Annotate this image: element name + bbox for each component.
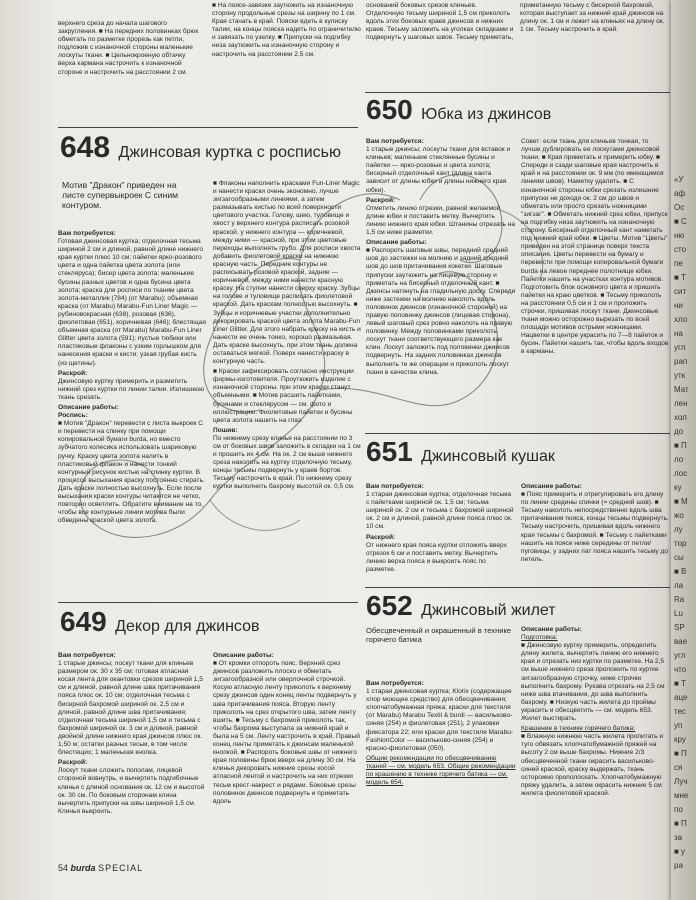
next-page-line: на bbox=[674, 329, 683, 338]
cut-heading-648: Раскрой: bbox=[58, 369, 88, 377]
next-page-line: угл bbox=[674, 651, 686, 660]
next-page-line: SP bbox=[674, 623, 685, 632]
page-footer bbox=[58, 863, 143, 873]
title-649: Декор для джинсов bbox=[115, 618, 260, 635]
next-page-line: тес bbox=[674, 707, 687, 716]
next-page-line: ■ Т bbox=[674, 273, 686, 282]
column-649-1 bbox=[58, 652, 206, 818]
next-page-line: что bbox=[674, 665, 687, 674]
needs-heading-649: Вам потребуется: bbox=[58, 652, 116, 659]
next-page-line: ра bbox=[674, 861, 683, 870]
title-650: Юбка из джинсов bbox=[421, 106, 552, 123]
caption-648: Мотив "Дракон" приведен на листе супервыкроек С синим контуром. bbox=[62, 180, 179, 210]
model-number-648: 648 bbox=[60, 131, 111, 164]
work-652: ■ Джинсовую куртку примерить, определить длину жилета, вычертить линию его нижнего края и отрезать низ куртки по разметке. На 2,5 см выше нижнего среза проложить по куртке зигзагообразную строчку, ниже строчки выполнить бахрому. Рукава отрезать на 2,5 см ниже шва втачивания, до шва выполнить бахрому. ■ Низкую часть жилета до проймы украсить и обесцветить — см. модель 653. Жилет выстирать. bbox=[521, 642, 665, 723]
next-page-line: Луч bbox=[674, 777, 688, 786]
next-page-line: ■ Т bbox=[674, 679, 686, 688]
needs-649: 1 старые джинсы; лоскут ткани для клиньев размером ок. 30 х 35 см; готовая атласная косая лента для окантовки срезов шириной 1,5 см и длиной, равной длине шва притачивания пояса плюс ок. 10 см; отделочная тесьма с бисерной бахромой шириной ок. 2,5 см и длиной, равной длине шва притачивания; отделочная тесьма шириной 1,5 см и тесьма с бахромой шириной ок. 3 см и длиной, равной двойной длине нижнего края джинсов плюс ок. 1,50 м; остатки разных тесьм, в том числе блестящих; 1 маленькая кнопка. bbox=[58, 660, 203, 757]
next-page-line: ■ П bbox=[674, 749, 687, 758]
next-page-line: лен bbox=[674, 399, 688, 408]
next-page-line: тор bbox=[674, 539, 687, 548]
needs-heading-648: Вам потребуется: bbox=[58, 230, 116, 237]
column-649-2 bbox=[213, 652, 361, 808]
sew-648: По нижнему срезу клинья на расстоянии по 3 см от боковых швов заложить в складки на 1 см и прошить их 4 см. На ок. 2 см выше нижнего среза наколоть на куртку отделочную тесьму, концы тесьмы подвернуть у краев бортов. Тесьму настрочить в край. По нижнему срезу куртки выполнить бахрому высотой ок. 0,5 см. bbox=[213, 434, 361, 491]
work-651: ■ Пояс примерить и отрегулировать его длину по линии средины спинки (= средний шов). ■ Тесьму наколоть непосредственно вдоль шва притачивания пояса, концы тесьмы подвернуть. Тесьму настрочить, пришивая вдоль нижнего края тесьмы с бахромой. ■ Тесьму с пайетками нашить на поясе ниже середины от петли/пуговицы, у задних пат пояса нашить тесьму до петель. bbox=[521, 491, 669, 563]
heading-650 bbox=[366, 94, 551, 126]
next-page-line: ню bbox=[674, 231, 685, 240]
cut-648: Джинсовую куртку примерить и разметить нижний срез куртки по линии талии. Излишнюю ткань срезать. bbox=[58, 377, 205, 401]
next-page-line: ло bbox=[674, 455, 684, 464]
title-648: Джинсовая куртка с росписью bbox=[118, 144, 341, 161]
title-652: Джинсовый жилет bbox=[421, 602, 556, 619]
column-652-2 bbox=[521, 626, 669, 800]
next-page-line: хло bbox=[674, 315, 688, 324]
cut-heading-650: Раскрой: bbox=[366, 196, 396, 204]
next-page-line: ку bbox=[674, 483, 682, 492]
cut-heading-651: Раскрой: bbox=[366, 533, 396, 541]
page-number: 54 bbox=[58, 863, 69, 873]
next-page-line: сто bbox=[674, 245, 687, 254]
needs-651: 1 старая джинсовая куртка; отделочная тесьма с пайетками шириной ок. 1,5 см; тесьма шириной ок. 2 см и тесьма с бахромой шириной ок. 2 см и длиной, равной длине пояса плюс ок. 10 см. bbox=[366, 491, 514, 531]
work-heading-652: Описание работы: bbox=[521, 626, 582, 633]
title-651: Джинсовый кушак bbox=[421, 448, 555, 465]
rule-650 bbox=[365, 92, 670, 93]
next-page-line: Oc bbox=[674, 203, 685, 212]
next-page-edge bbox=[671, 0, 696, 900]
prep-heading-652: Подготовка: bbox=[521, 634, 558, 642]
model-number-649: 649 bbox=[60, 606, 107, 637]
model-number-650: 650 bbox=[366, 94, 413, 125]
next-page-line: сы bbox=[674, 553, 684, 562]
next-page-line: «У bbox=[674, 175, 684, 184]
model-number-652: 652 bbox=[366, 590, 413, 621]
next-page-line: ■ П bbox=[674, 441, 687, 450]
links-652: Общие рекомендации по обесцвечиванию тканей — см. модель 653. Общие рекомендации по крашению в технике горячего батика — см. модель 654. bbox=[366, 754, 516, 787]
heading-649 bbox=[60, 606, 260, 638]
next-page-line: аце bbox=[674, 693, 688, 702]
next-page-line: ■ С bbox=[674, 217, 687, 226]
next-page-line: ■ П bbox=[674, 819, 687, 828]
next-page-line: пе bbox=[674, 259, 683, 268]
heading-652 bbox=[366, 590, 556, 622]
next-page-line: ла bbox=[674, 581, 684, 590]
special-label: SPECIAL bbox=[98, 863, 144, 873]
top-left-text: верхнего среза до начала шагового закругления. ■ На передних половинках брюк обметать по разметке прорезь как петли, подложив с изнаночной стороны маленькие лоскуты ткани. ■ Цельнокроеную обтачку верха кармана настрочить к изнаночной стороне и настрочить на расстоянии 2 см. bbox=[58, 20, 199, 76]
next-page-line: ■ у bbox=[674, 847, 686, 856]
next-page-line: хол bbox=[674, 413, 687, 422]
sew-heading-648: Пошив: bbox=[213, 426, 238, 434]
next-page-line: ■ В bbox=[674, 567, 687, 576]
next-page-line: лу bbox=[674, 525, 683, 534]
cut-650: Отметить линию отрезки, равной желаемой длине юбки и поставить метку. Вычертить линию нижнего края юбки. Штанины отрезать на 1,5 см ниже разметки. bbox=[366, 204, 516, 237]
next-page-line: угл bbox=[674, 343, 686, 352]
next-page-line: Lu bbox=[674, 609, 683, 618]
next-page-line: вае bbox=[674, 637, 688, 646]
column-652-1 bbox=[366, 680, 516, 789]
next-page-line: жо bbox=[674, 511, 684, 520]
needs-648: Готовая джинсовая куртка; отделочная тесьма шириной 2 см и длиной, равной длине нижнего края куртки плюс 10 см; пайетки ярко-розового цвета и одна пайетка цвета золота (или стекляруса); бисер цвета золота; маленькие бусины разных цветов и одна бусина цвета золота; краска для росписи по тканям цвета золота-металлик (784) (от Marabu); объемная краска (от Marabu) Marabu-Fun Liner Magic — рубиновокрасная (638), розовая (636), фиолетовая (651), коричневая (646); блестящая объемная краска (от Marabu) Marabu-Fun Liner Glitter цвета золота (591); пустые тюбики или пластиковые флаконы с узким горлышком для нанесения краски и кисти; узкая грубая кисть (из щетины). bbox=[58, 238, 206, 367]
paint-648: ■ Мотив "Дракон" перевести с листа выкроек С и перевести на спинку при помощи копировальной бумаги burda, но вместо зубчатого колесика использовать шариковую ручку. Краску цвета золота налить в пластиковый флакон и нанести тонкий контурный рисунок кистью на спинку куртки. В процессе высыхания краску постоянно стирать. Дать краске полностью высохнуть. Если после высыхания краски контуры читаются не четко, повторно осветлить. Обратите внимание на то, чтобы все контурные линии мотива были обведены краской цвета золота. bbox=[58, 420, 205, 525]
next-page-line: сит bbox=[674, 287, 687, 296]
subtitle-652: Обесцвеченный и окрашенный в технике горячего батика bbox=[366, 626, 512, 644]
next-page-line: ни bbox=[674, 301, 683, 310]
rule-649 bbox=[58, 602, 358, 603]
next-page-line: аф bbox=[674, 189, 686, 198]
work-heading-651: Описание работы: bbox=[521, 483, 582, 490]
work-heading-648: Описание работы: bbox=[58, 403, 119, 411]
top-mid-text: ■ На поясе-завязке заутюжить на изнаночную сторону продольные срезы на ширину по 1 см. Края стачать в край. Пояски вдеть в кулиску талии, на концы пояска надеть по ограничителю и завязать по узелку. ■ Припуски на подгибку низа заутюжить на изнаночную сторону и настрочить на расстоянии 2,5 см. bbox=[212, 2, 361, 58]
next-page-line: утк bbox=[674, 371, 686, 380]
needs-650: 1 старые джинсы; лоскуты ткани для вставок и клиньев; маленькие стеклянные бусины и пайетки — ярко-розовые и цвета золота; бисерный отделочный кант (длина канта зависит от длины юбки и длины нижнего края юбки). bbox=[366, 146, 511, 194]
cut-651: От нижнего края пояса куртки отложить вверх отрезок 6 см и поставить метку. Вычертить линию верха пояса и выкроить пояс по разметке. bbox=[366, 541, 507, 573]
next-page-line: за bbox=[674, 833, 683, 842]
work-heading-649: Описание работы: bbox=[213, 652, 274, 659]
needs-heading-651: Вам потребуется: bbox=[366, 483, 424, 490]
next-page-line: Мат bbox=[674, 385, 689, 394]
steps-650: Совет: если ткань для клиньев тонкая, то лучше дублировать ее лоскутами джинсовой ткани. ■ Края приметать и примерить юбку. ■ Спереди и сзади шаговые края настрочить в край и на расстоянии ок. 9 мм (по имеющимся линиям швов). Наметку удалить. ■ С изнаночной стороны юбки срезать излишние припуски не доходя ок. 2 см до швов и обметать или просто срезать ножницами "зигзаг". ■ Обметать нижний срез юбки, припуск на подгибку низа заутюжить на изнаночную сторону. Бисерный отделочный кант наметать под нижний край юбки. ■ Цветы. Мотив "Цветы" приведен на этой странице поверх текста описания. Цветы перевести на бумагу и перевести при помощи копировальной бумаги burda на левое переднее полотнище юбки. Пайетки нашить на участках контура мотивов. Подготовить блок основного цвета и пришить пайетки на краю цветков. ■ Тесьму приколоть на расстоянии 0,5 см и 1 см и проложить строчки, пришивая лоскут ткани. Джинсовые ткани можно осторожно вырезать по всей площади мотивов острыми ножницами. Нацветки в центре украсить по 7—8 пайеток и бусин. Пайетки нашить так, чтобы вдоль входов в карманы. bbox=[521, 138, 669, 356]
next-page-line: ■ М bbox=[674, 497, 688, 506]
top-far-text: приметанную тесьму с бисерной бахромой, которая выступает за нижний край джинсов на длину ок. 1 см и лежит на клиньях на длину ок. 1 см. Тесьму настрочить в край. bbox=[520, 2, 665, 34]
needs-652: 1 старая джинсовая куртка; Klorix (содержащее хлор моющее средство) для обесцвечивания; хлопчатобумажная пряжа; краски для текстиля (от Marabu) Marabu Textil & burdi — васильково-синяя (254) и фиолетовая (251), 2 упаковки фиксатора 22; или краски для текстиля Marabu-FashionColor — васильково-синяя (254) и красно-фиолетовая (050). bbox=[366, 688, 514, 752]
needs-heading-650: Вам потребуется: bbox=[366, 138, 424, 145]
rule-652 bbox=[365, 587, 670, 588]
next-page-line: мне bbox=[674, 791, 689, 800]
next-page-line: лос bbox=[674, 469, 688, 478]
work-650: ■ Распороть шаговые швы, передний средний шов до застежки на молнию и задний средний шов до шов притачивания кокетки. Шаговые припуски заутюжить на лицевую сторону и приметать на бисерный отделочный кант. ■ Джинсы натянуть на гладильную доску. Спереди ниже застежки на молнию наколоть вдоль половинок джинсов (изнаночной стороной) на правую половинку джинсов (лицевая сторона), левый шаговый срез ровно наколоть на правую половинку. Между половинками приколоть лоскут ткани соответствующего размера как клин. Лоскут заложить под половинки джинсов подвернуть. На задних половинках джинсов выполнить те же операции и приколоть лоскут ткани в качестве клина. bbox=[366, 247, 516, 376]
dye-652: ■ Влажную нижнюю часть жилета пропитать и туго обвязать хлопчатобумажной пряжей на высоту 2 см выше бахромы. Нижние 2/3 обесцвеченной ткани окрасить васильково-синей краской, краску выдержать, ткань осторожно прополоскать. Хлопчатобумажную пряжу удалить, а затем окрасить нижние 5 см жилета фиолетовой краской. bbox=[521, 733, 664, 797]
work-heading-650: Описание работы: bbox=[366, 239, 427, 247]
work-649: ■ От кромки отпороть пояс. Верхний срез джинсов разложить плоско и обметать зигзагообразной или оверлочной строчкой. Косую атласную ленту приколоть к верхнему срезу джинсов один конец ленты подвернуть у шва притачивания пояса. Вторую ленту приколоть на срез открытого шва, затем ленту вшить. ■ Тесьму с бахромой приколоть так, чтобы бахрома выступала за нижний край и была на 5 см. Ленту настрочить в край. Правый конец ленты приметать к джинсам маленькой кнопкой. ■ Распороть боковые швы от нижнего края половины брюк вверх на длину 30 см. На клинья декоровать нижние срезы косой атласной лентой и настрочить на них отрезки тесьм крест-накрест и рядами. Боковые срезы половинок джинсов подвернуть и приметать вдоль bbox=[213, 660, 360, 805]
next-page-line: уп bbox=[674, 721, 683, 730]
cut-649: Лоскут ткани сложить пополам, лицевой стороной вовнутрь, и вычертить подгибочные клинья с длиной основания ок. 12 см и высотой ок. 30 см. По боковым сторонам клина вычертить припуски на швы шириной 1,5 см. Клинья выкроить. bbox=[58, 767, 205, 815]
dye-heading-652: Крашение в технике горячего батика: bbox=[521, 725, 636, 733]
paint-heading-648: Роспись: bbox=[58, 412, 88, 420]
next-page-line: до bbox=[674, 427, 684, 436]
needs-heading-652: Вам потребуется: bbox=[366, 680, 424, 687]
paint-steps-648: ■ Флаконы наполнить красками Fun-Liner Magic и нанести краски очень экономно, лучше зигзагообразными линиями, а затем размазывать кистью по всей поверхности цветового участка. Голову, шею, туловище и хвост у верхнего контура расписать розовой краской, у нижнего контура — коричневой, между ними — красной, при этом цветовые переходы выполнять грубо. Для росписи хвоста добавить фиолетовой краски на нижнюю красную часть. Передние контуры не расписывать розовой краской, задние — коричневой, между ними нанести красную краску. На ступни нанести сверху краску. Зубцы на голове и туловище расписать фиолетовой краской. Дать краскам полностью высохнуть. ■ Зубцы и коричневые участки дополнительно декорировать краской цвета золота Marabu-Fun Liner Glitter. Для этого набрать краску на кисть и нанести ее очень тонко, хорошо размазывая. Дать краске высохнуть, при этом ткань должна оставаться мягкой. Поверх нанести краску в контурную часть. bbox=[213, 180, 361, 366]
brand-logo: burda bbox=[70, 863, 96, 873]
cut-heading-649: Раскрой: bbox=[58, 759, 88, 767]
dragon-outline-illustration bbox=[60, 140, 600, 580]
finish-648: ■ Краски зафиксировать согласно инструкции фирмы-изготовителя. Проутюжить изделие с изнаночной стороны, при этом краски станут объемными. ■ Мотив расшить пайетками, бусинами и стеклярусом — см. фото и иллюстрацию. Фиолетовые пайетки и бусины цвета золота нашить на глаз. bbox=[213, 368, 354, 424]
top-right-text: оснований боковых срезов клиньев. Отделочную тесьму шириной 1,5 см приколоть вдоль этих боковых краев джинсов и нижних краев. Тесьму заложить на уголках складками и подвернуть у шаговых швов. Тесьму приметать, bbox=[366, 2, 514, 42]
next-page-line: кру bbox=[674, 735, 686, 744]
next-page-line: ся bbox=[674, 763, 683, 772]
next-page-line: по bbox=[674, 805, 683, 814]
next-page-line: Ra bbox=[674, 595, 685, 604]
next-page-line: рап bbox=[674, 357, 688, 366]
rule-648 bbox=[58, 127, 358, 128]
model-number-651: 651 bbox=[366, 436, 413, 467]
